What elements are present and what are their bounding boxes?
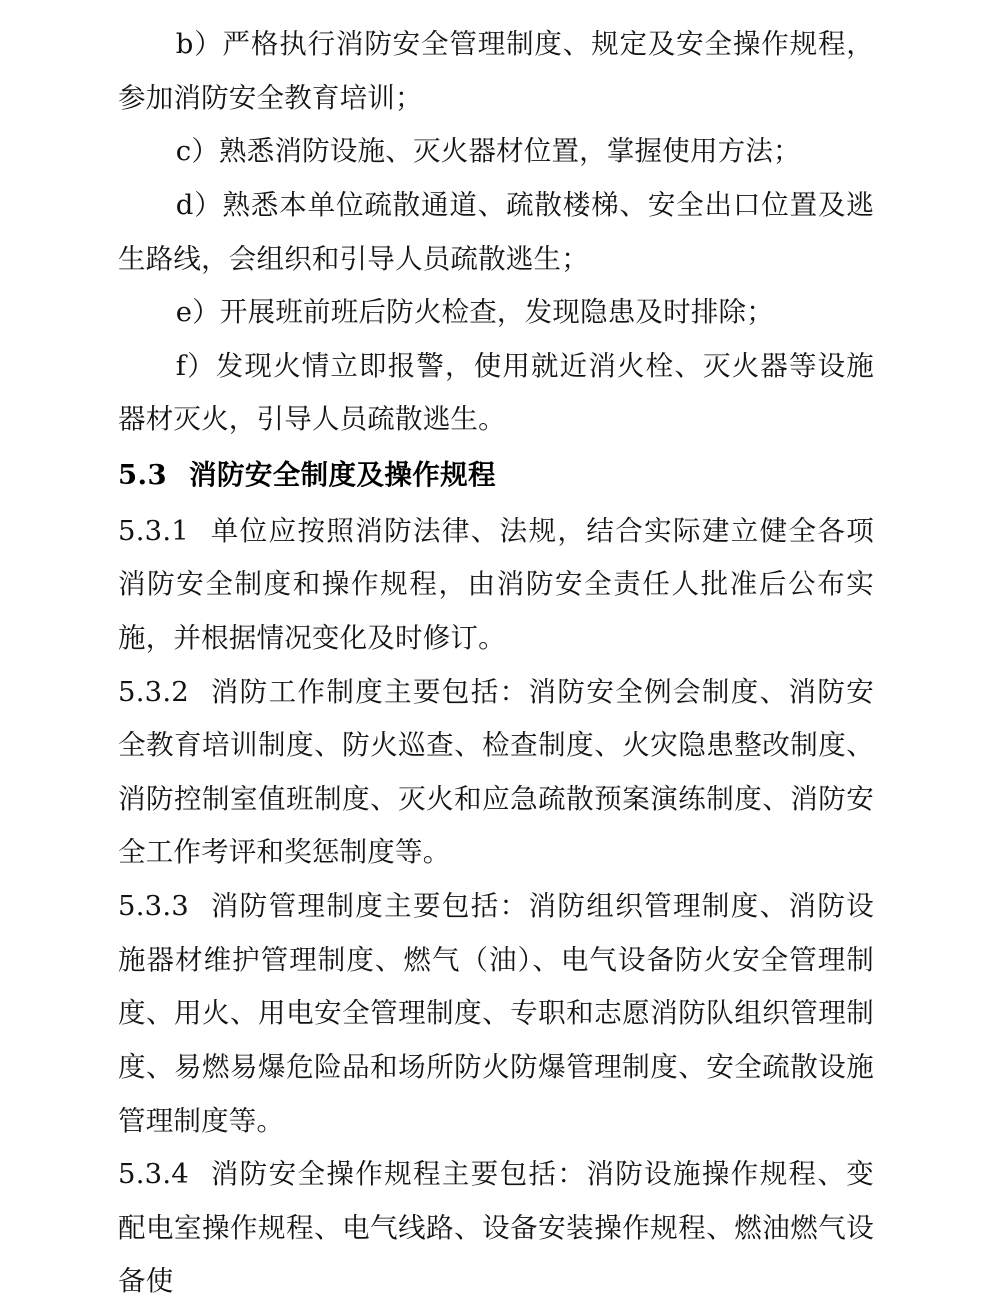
paragraph-clause-5-3-2 [118, 666, 874, 881]
paragraph-clause-e: e）开展班前班后防火检查，发现隐患及时排除； [175, 296, 774, 329]
clause-text-5-3-4: 消防安全操作规程主要包括：消防设施操作规程、变配电室操作规程、电气线路、设备安装操作规程、燃油燃气设备使 [118, 1158, 874, 1298]
paragraph-clause-d: d）熟悉本单位疏散通道、疏散楼梯、安全出口位置及逃生路线，会组织和引导人员疏散逃生； [118, 188, 874, 275]
paragraph-clause-5-3-4 [118, 1148, 874, 1309]
clause-number-5-3-1: 5.3.1 [118, 514, 189, 547]
section-heading-title: 消防安全制度及操作规程 [189, 459, 496, 491]
clause-text-5-3-2: 消防工作制度主要包括：消防安全例会制度、消防安全教育培训制度、防火巡查、检查制度、火灾隐患整改制度、消防控制室值班制度、灭火和应急疏散预案演练制度、消防安全工作考评和奖惩制度等。 [118, 675, 874, 869]
clause-number-5-3-4: 5.3.4 [118, 1158, 189, 1191]
paragraph-clause-5-3-3 [118, 880, 874, 1148]
paragraph-clause-f: f）发现火情立即报警，使用就近消火栓、灭火器等设施器材灭火，引导人员疏散逃生。 [118, 349, 874, 436]
clause-number-5-3-2: 5.3.2 [118, 675, 189, 708]
section-heading [118, 449, 874, 503]
clause-number-5-3-3: 5.3.3 [118, 890, 189, 922]
clause-text-5-3-1: 单位应按照消防法律、法规，结合实际建立健全各项消防安全制度和操作规程，由消防安全责任人批准后公布实施，并根据情况变化及时修订。 [118, 514, 874, 654]
clause-text-5-3-3: 消防管理制度主要包括：消防组织管理制度、消防设施器材维护管理制度、燃气（油）、电气设备防火安全管理制度、用火、用电安全管理制度、专职和志愿消防队组织管理制度、易燃易爆危险品和场所防火防爆管理制度、安全疏散设施管理制度等。 [118, 890, 874, 1137]
paragraph-clause-c: c）熟悉消防设施、灭火器材位置，掌握使用方法； [175, 135, 801, 168]
section-heading-number: 5.3 [118, 459, 168, 491]
paragraph-clause-b: b）严格执行消防安全管理制度、规定及安全操作规程，参加消防安全教育培训； [118, 28, 874, 114]
paragraph-clause-5-3-1 [118, 505, 874, 666]
